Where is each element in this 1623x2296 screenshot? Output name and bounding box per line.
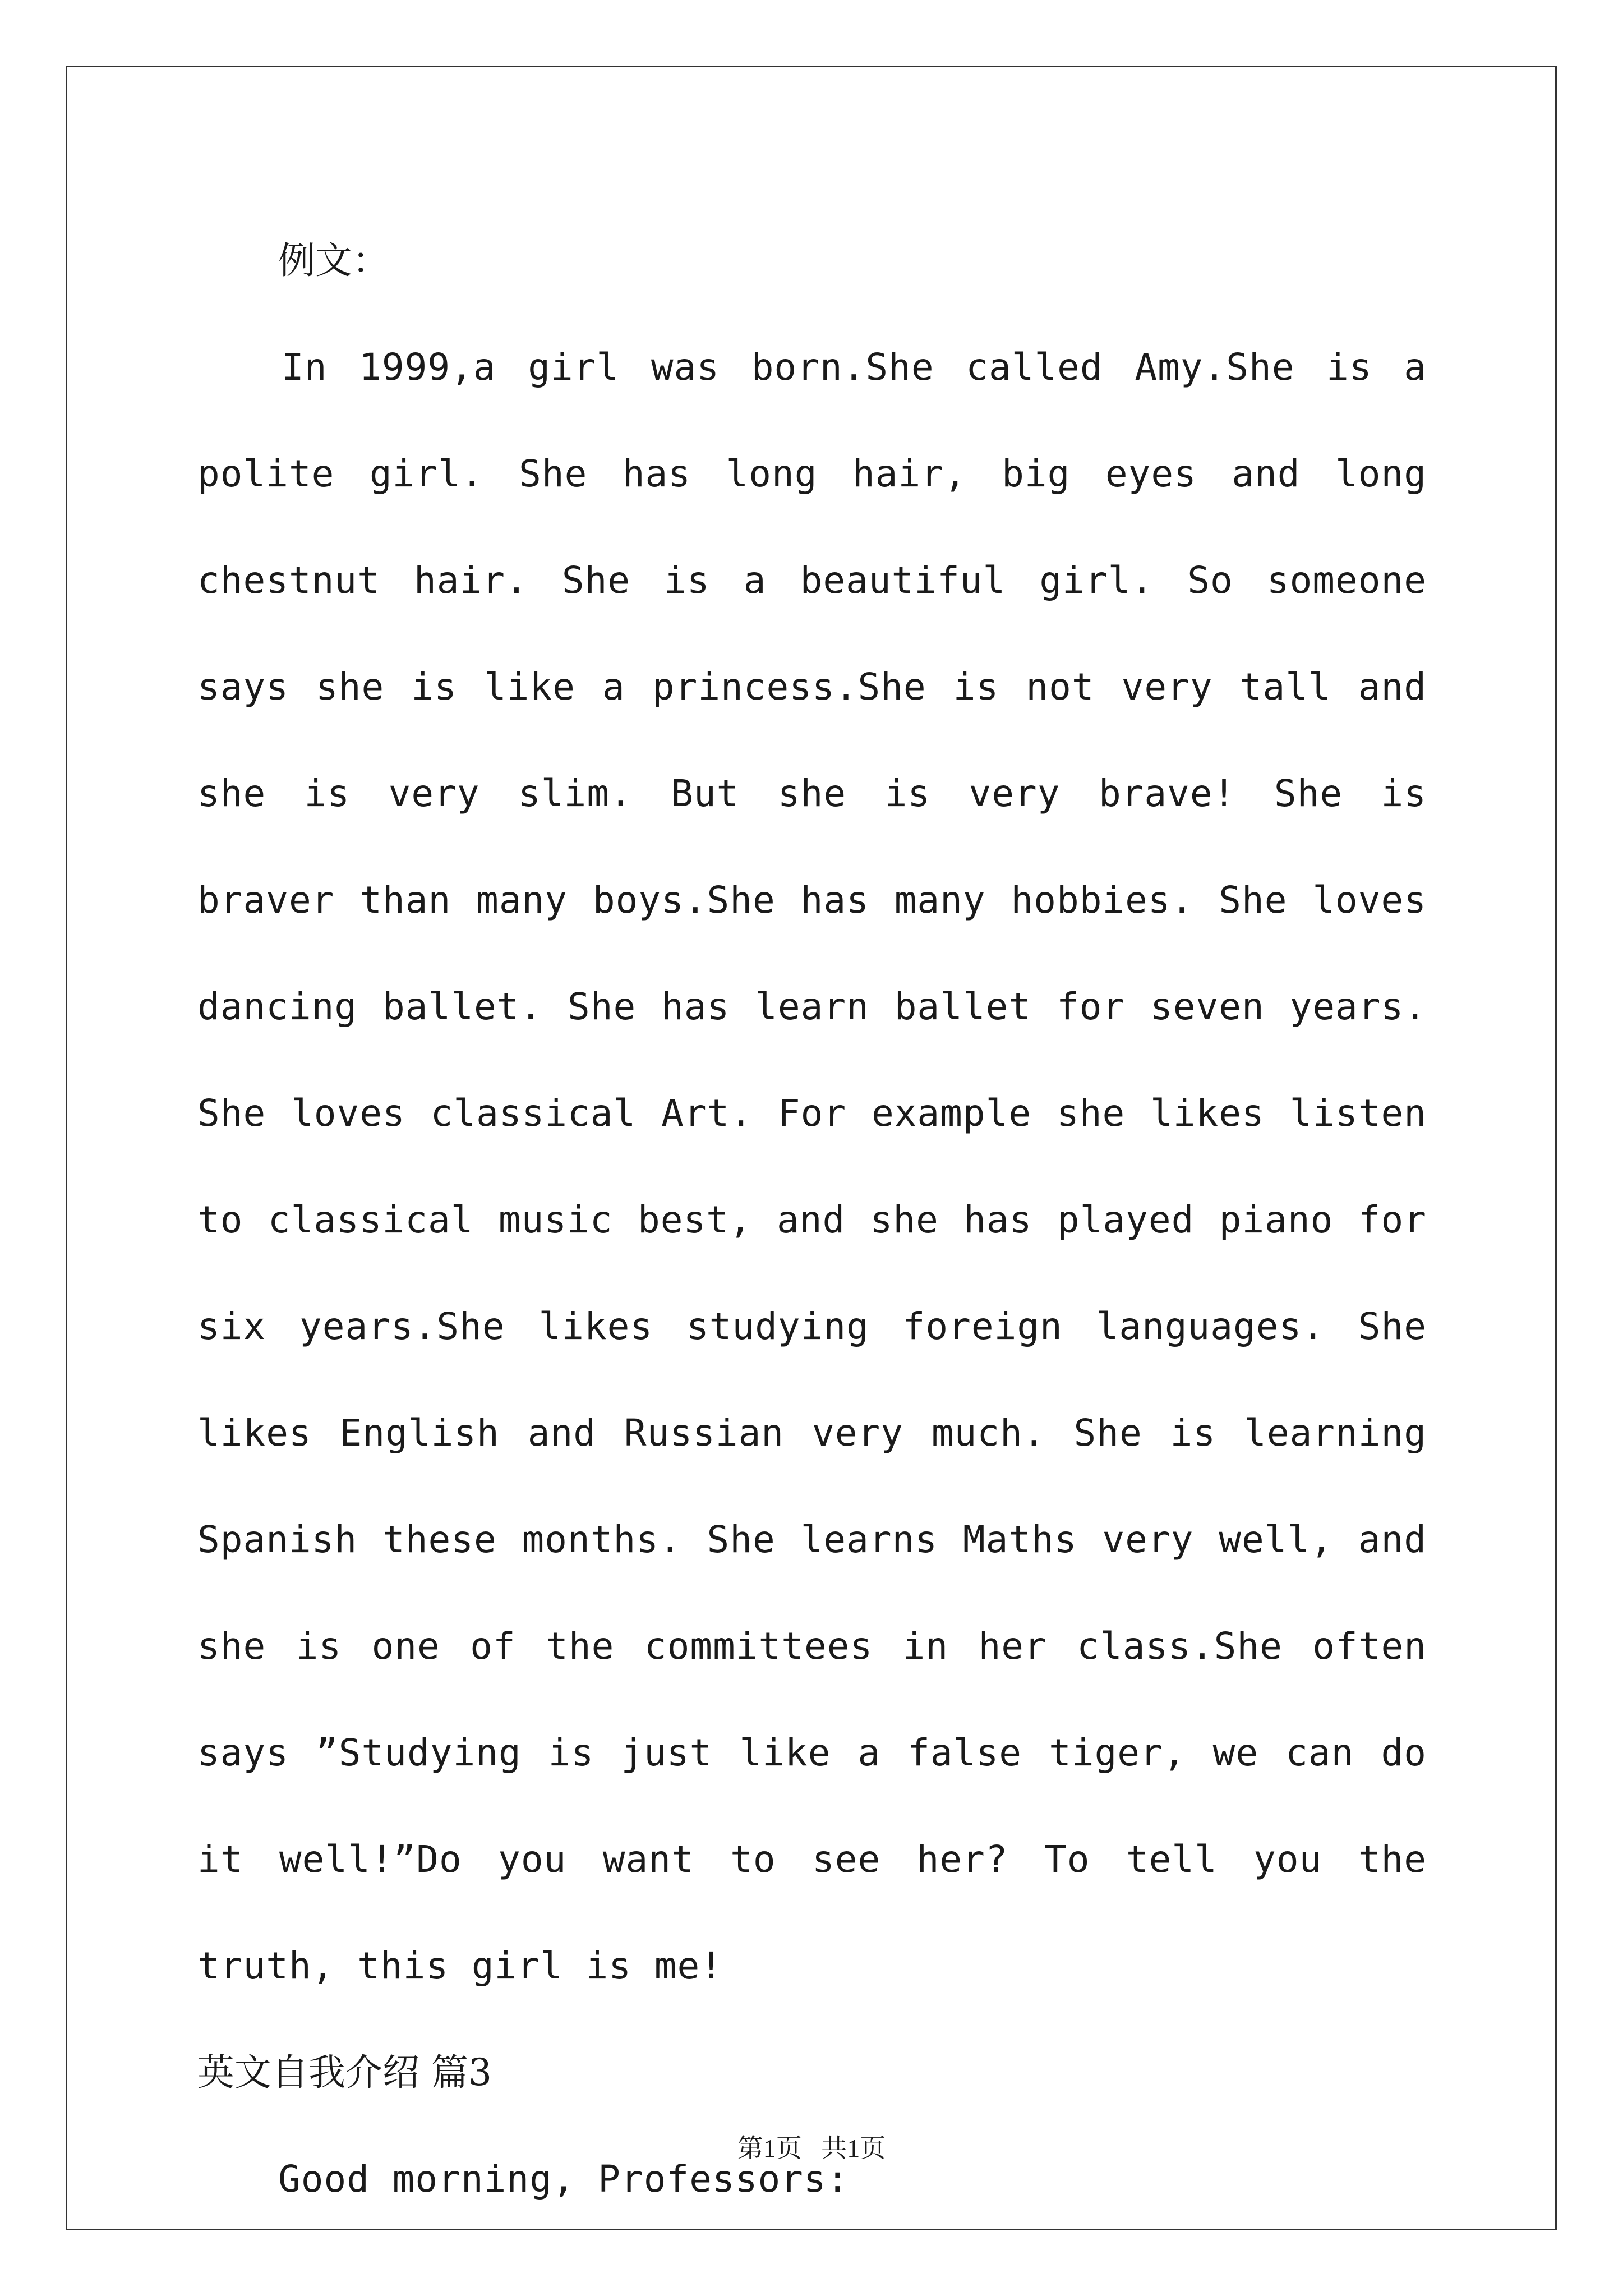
document-body (197, 208, 1427, 2233)
section-heading: 英文自我介绍 篇3 (197, 2051, 492, 2094)
example-label: 例文： (278, 239, 389, 282)
greeting-line: Good morning, Professors: (278, 2157, 850, 2201)
essay-paragraph: In 1999,a girl was born.She called Amy.She is a polite girl. She has long hair, big eyes and long chestnut hair. She is a beautiful girl. So someone says she is like a princess.She is not very tall and she is very slim. But she is very brave! She is braver than many boys.She has many hobbies. She loves dancing ballet. She has learn ballet for seven years. She loves classical Art. For example she likes listen to classical music best, and she has played piano for six years.She likes studying foreign languages. She likes English and Russian very much. She is learning Spanish these months. She learns Maths very well, and she is one of the committees in her class.She often says ”Studying is just like a false tiger, we can do it well!”Do you want to see her? To tell you the truth, this girl is me! (197, 346, 1427, 1987)
page-footer: 第1页 共1页 (737, 2134, 886, 2162)
